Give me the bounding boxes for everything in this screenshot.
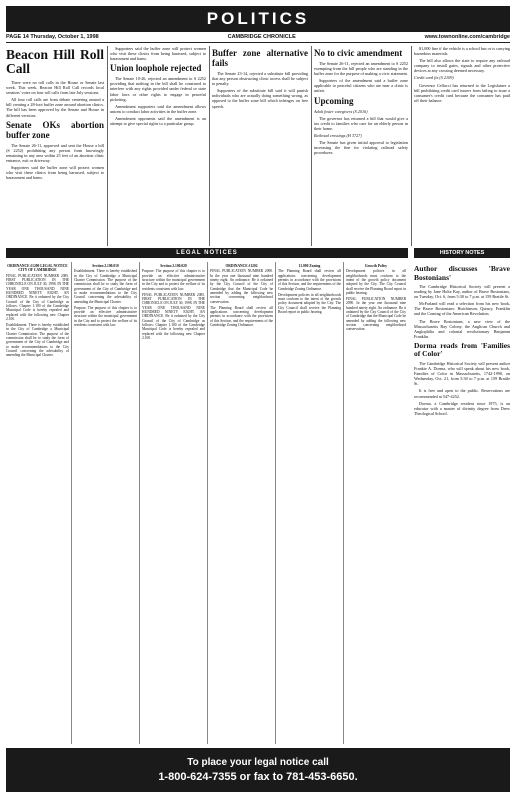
subhead-foster-care: Adult foster caregivers (S 2016) (314, 108, 368, 114)
column-2 (110, 46, 206, 246)
legal-body: Establishment. There is hereby established in the City of Cambridge a Municipal Charter Commission. The purpose of the commission shall be to study the form of government of the City of Cambridge and to make recommendations to the City Council concerning the advisability of amending the Municipal Charter. (74, 269, 137, 304)
headline-buffer-zone: Senate OKs abortion buffer zone (6, 119, 104, 140)
legal-column-4 (210, 262, 276, 744)
story-paragraph: Governor Cellucci has returned to the Legislature a bill prohibiting credit card issuers from failing to issue a consumer's credit card because the consumer has paid off their balance. (414, 82, 510, 103)
story-paragraph: Supporters said the buffer zone will protect women who visit these clinics from being harassed, subject to harassment and harm. (6, 165, 104, 181)
footer-phone-fax[interactable]: 1-800-624-7355 or fax to 781-453-6650. (158, 771, 358, 783)
column-rule (311, 46, 312, 246)
story-paragraph: Supporters of the substitute bill said it will punish individuals who are actually doing something wrong, as opposed to the buffer zone bill which infringes on free speech. (212, 88, 308, 109)
column-4 (314, 46, 408, 246)
legal-notices-banner: LEGAL NOTICES (6, 248, 408, 258)
headline-brave-bostonians: Author discusses 'Brave Bostonians' (414, 264, 510, 282)
legal-body: FINAL PUBLICATION NUMBER 2085. FIRST PUBLICATION IN THE CHRONICLE ON JULY 30, 1998. IN THE YEAR ONE THOUSAND NINE HUNDRED NINETY EIGHT. AN ORDINANCE. Be it ordained by the City Council of the City of Cambridge as follows: Chapter 1.100 of the Cambridge Municipal Code is hereby repealed and replaced with the following new Chapter 2.100. (142, 292, 205, 340)
story-paragraph: Supporters of the amendment said a buffer zone applicable to peaceful citizens who are near a clinic is unfair. (314, 78, 408, 94)
legal-body: The Planning Board shall review all applications concerning development permits in accordance with the provisions of this Section, and the requirements of the Cambridge Zoning Ordinance. (278, 269, 341, 291)
history-paragraph: Dorma, a Cambridge resident since 1975, is an educator with a master of divinity degree from Drew Theological School. (414, 400, 510, 416)
story-paragraph: The Senate 10-26, rejected an amendment to S 2252 providing that nothing in the bill shall be construed to interfere with any rights provided under federal or state labor laws or other rights to engage in peaceful picketing. (110, 76, 206, 102)
legal-heading: 11.000 Zoning (298, 264, 321, 268)
story-paragraph: Amendment supporters said the amendment allows unions to conduct labor activities in the buffer zone. (110, 103, 206, 114)
story-paragraph: Supporters said the buffer zone will protect women who visit these clinics from being harassed, subject to harassment and harm. (110, 46, 206, 62)
subhead-credit-card: Credit card fix (S 2109) (414, 75, 454, 81)
dateline (6, 34, 510, 43)
column-rule (107, 46, 108, 246)
story-paragraph: The Senate has given initial approval to legislation increasing the fine for violating railroad safety procedures. (314, 140, 408, 156)
legal-column-5 (278, 262, 344, 744)
story-paragraph: The Senate 26-11, approved and sent the House a bill (S 2252) prohibiting any person from knowingly remaining in any area within 25 feet of an abortion clinic entrance, exit or driveway. (6, 142, 104, 163)
column-rule (411, 46, 412, 246)
story-paragraph: Amendment opponents said the amendment is an attempt to give special rights to a particular group. (110, 115, 206, 127)
legal-heading: Section 2.100.020 (160, 264, 187, 268)
legal-body: Establishment. There is hereby established in the City of Cambridge a Municipal Charter Commission. The purpose of the commission shall be to study the form of government of the City of Cambridge and to make recommendations to the City Council concerning the advisability of amending the Municipal Charter. (6, 322, 69, 358)
legal-body: The Planning Board shall review all applications concerning development permits in accordance with the provisions of this Section, and the requirements of the Cambridge Zoning Ordinance. (210, 305, 273, 327)
history-paragraph: McFarland will read a selection from his new book, The Brave Bostonians: Hutchinson, Quincy, Franklin and the Coming of the American Revolution. (414, 301, 510, 317)
section-masthead (6, 6, 510, 32)
legal-body: FINAL PUBLICATION NUMBER 2090. In the year one thousand nine hundred ninety eight. An ordinance. Be it ordained by the City Council of the City of Cambridge that the Municipal Code be amended by adding the following new section concerning neighborhood conservation. (210, 269, 273, 304)
legal-heading: Section 2.100.010 (92, 264, 119, 268)
headline-upcoming: Upcoming (314, 95, 354, 106)
story-paragraph: The governor has returned a bill that would give a tax credit to families who care for an elderly person in their home. (314, 115, 408, 131)
headline-families-of-color: Dorma reads from 'Families of Color' (414, 340, 510, 359)
footer-line-1: To place your legal notice call (187, 757, 329, 768)
legal-body: FINAL PUBLICATION NUMBER 2085. FIRST PUBLICATION IN THE CHRONICLE ON JULY 30, 1998. IN THE YEAR ONE THOUSAND NINE HUNDRED NINETY EIGHT. AN ORDINANCE. Be it ordained by the City Council of the City of Cambridge as follows: Chapter 1.100 of the Cambridge Municipal Code is hereby repealed and replaced with the following new Chapter 2.100. (6, 273, 69, 322)
story-paragraph: All four roll calls are from debate centering around a bill creating a 28-foot buffer zone around abortion clinics. The bill has been approved by the Senate and House in different versions. (6, 97, 104, 118)
legal-column-6 (346, 262, 408, 744)
legal-heading: ORDINANCE #1202 (225, 264, 258, 268)
legal-body: Development policies in all neighborhoods must conform to the intent of the growth policy document adopted by the City. The City Council shall receive the Planning Board report in public hearing. (278, 292, 341, 314)
legal-column-3 (142, 262, 208, 744)
legal-column-1 (6, 262, 72, 744)
dateline-url[interactable]: www.townonline.com/cambridge (424, 34, 510, 40)
history-column (414, 262, 510, 744)
story-paragraph: The Senate 23-14, rejected a substitute bill providing that any person obstructing clinic access shall be subject to penalty. (212, 71, 308, 87)
story-paragraph: $1,000 fine if the vehicle is a school bus or is carrying hazardous materials. (414, 46, 510, 57)
history-paragraph: The Brave Bostonians, a new view of the Massachusetts Bay Colony, the Anglican Church and Anglophilia and colonial revolutionary Benjamin Franklin. (414, 318, 510, 339)
legal-heading: Growth Policy (364, 264, 388, 268)
column-1 (6, 46, 104, 246)
dateline-page: PAGE 14 Thursday, October 1, 1998 (6, 34, 99, 40)
legal-body: FINAL PUBLICATION NUMBER 2090. In the year one thousand nine hundred ninety eight. An ordinance. Be it ordained by the City Council of the City of Cambridge that the Municipal Code be amended by adding the following new section concerning neighborhood conservation. (346, 296, 406, 332)
legal-notice-footer (6, 748, 510, 792)
story-paragraph: There were no roll calls in the House or Senate last week. This week, Beacon Hill Roll Call records local senators' votes on four roll calls from late July sessions. (6, 80, 104, 96)
column-rule (209, 46, 210, 246)
headline-civic-amendment: No to civic amendment (314, 48, 403, 58)
column-3 (212, 46, 308, 246)
headline-union-loophole: Union loophole rejected (110, 63, 202, 74)
column-5 (414, 46, 510, 246)
legal-body: Purpose. The purpose of this chapter is to provide an effective administrative structure within the municipal government in the City and to protect the welfare of its residents consistent with law. (142, 269, 205, 291)
history-paragraph: It is free and open to the public. Reservations are recommended at 547-4252. (414, 388, 510, 399)
history-notes-banner: HISTORY NOTES (414, 248, 510, 258)
story-paragraph: The bill also allows the state to require any railroad company to install gates, signals and other protective devices at any crossing deemed necessary. (414, 58, 510, 74)
headline-buffer-alternative: Buffer zone alternative fails (212, 48, 308, 68)
section-title: POLITICS (206, 9, 310, 28)
history-paragraph: The Cambridge Historical Society will present author Frankie A. Dorma, who will speak about his new book, Families of Color in Massachusetts, 1742-1990, on Wednesday, Oct. 21, from 5:30 to 7 p.m. at 159 Brattle St. (414, 360, 510, 387)
legal-body: Development policies in all neighborhoods must conform to the intent of the growth policy document adopted by the City. The City Council shall receive the Planning Board report in public hearing. (346, 269, 406, 296)
legal-heading: ORDINANCE #1200 LEGAL NOTICE CITY OF CAMBRIDGE (7, 264, 68, 273)
legal-body: Purpose. The purpose of this chapter is to provide an effective administrative structure within the municipal government in the City and to protect the welfare of its residents consistent with law. (74, 305, 137, 327)
legal-column-2 (74, 262, 140, 744)
story-paragraph: The Senate 26-11, rejected an amendment to S 2252 exempting from the bill people who are standing in the buffer zone for the purpose of making a civic statement. (314, 61, 408, 77)
subhead-railroad: Railroad crossings (H 3727) (314, 132, 362, 138)
dateline-paper: CAMBRIDGE CHRONICLE (227, 34, 296, 40)
history-paragraph: The Cambridge Historical Society will present a reading by Jane Holtz Kay, author of Brave Bostonians, on Tuesday, Oct. 6, from 5:30 to 7 p.m. at 159 Brattle St. (414, 284, 510, 300)
headline-roll-call: Beacon Hill Roll Call (6, 47, 104, 76)
